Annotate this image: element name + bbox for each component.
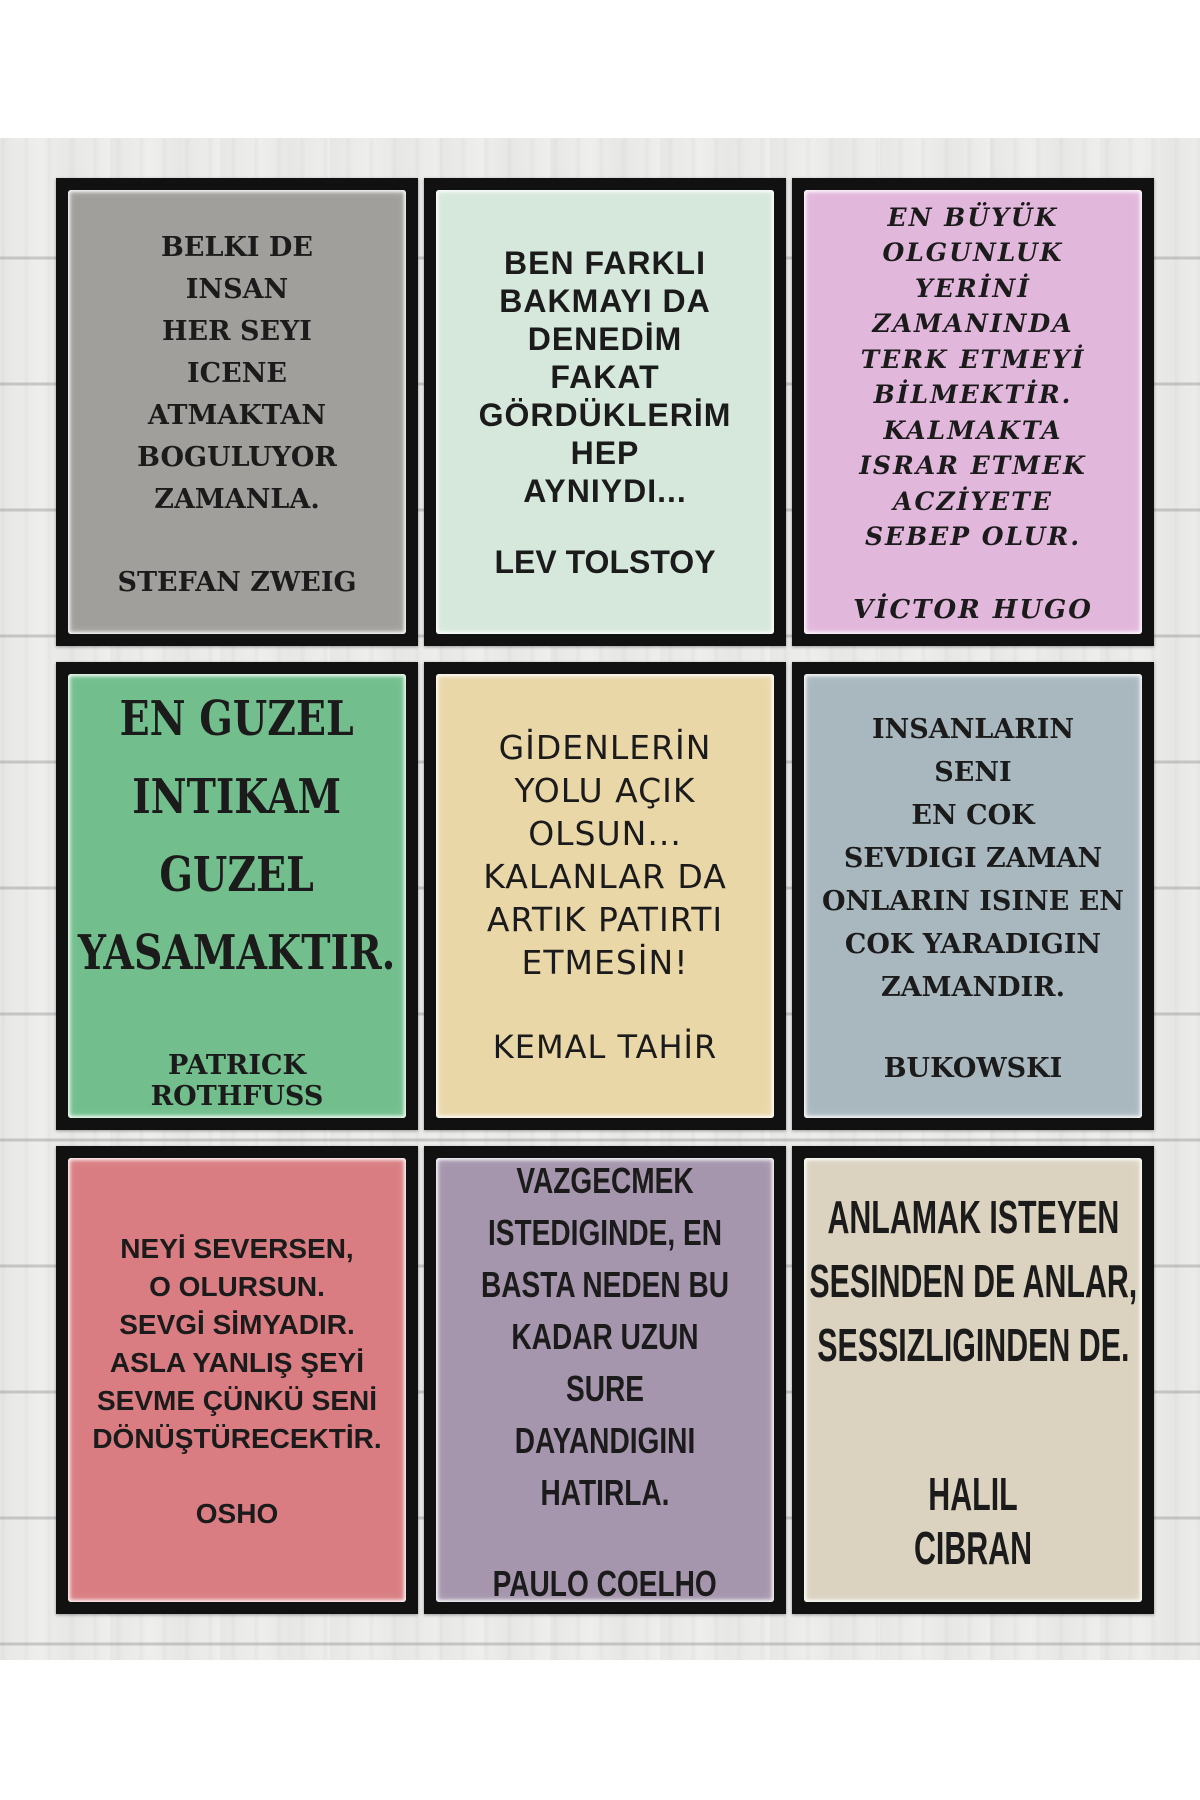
card-panel (68, 190, 406, 634)
quote-author: LEV TOLSTOY (494, 543, 716, 580)
quote-card-lev-tolstoy (424, 178, 786, 646)
quote-author: STEFAN ZWEIG (117, 566, 357, 598)
quote-text: EN GUZEL INTIKAM GUZEL YASAMAKTIR. (78, 691, 396, 981)
quote-text: ANLAMAK ISTEYEN SESINDEN DE ANLAR, SESSIZLIGINDEN DE. (809, 1191, 1137, 1371)
quote-author: PATRICK ROTHFUSS (150, 1050, 324, 1112)
quote-author: OSHO (195, 1498, 279, 1529)
card-panel (68, 1158, 406, 1602)
card-panel (436, 1158, 774, 1602)
quote-card-kemal-tahir (424, 662, 786, 1130)
card-panel (436, 674, 774, 1118)
quote-text: BEN FARKLI BAKMAYI DA DENEDİM FAKAT GÖRDÜKLERİM HEP AYNIYDI... (478, 244, 732, 509)
quote-text: BELKI DE INSAN HER SEYI ICENE ATMAKTAN BOGULUYOR ZAMANLA. (137, 231, 337, 515)
quote-author: VİCTOR HUGO (853, 594, 1093, 625)
quote-card-osho (56, 1146, 418, 1614)
quote-card-paulo-coelho (424, 1146, 786, 1614)
card-panel (436, 190, 774, 634)
quote-author: BUKOWSKI (883, 1053, 1063, 1084)
card-panel (804, 190, 1142, 634)
quote-card-stefan-zweig (56, 178, 418, 646)
quote-author: HALIL CIBRAN (913, 1468, 1033, 1574)
quote-text: GİDENLERİN YOLU AÇIK OLSUN... KALANLAR DA ARTIK PATIRTI ETMESİN! (483, 728, 727, 982)
quote-text: EN BÜYÜK OLGUNLUK YERİNİ ZAMANINDA TERK ETMEYİ BİLMEKTİR. KALMAKTA ISRAR ETMEK ACZİYETE SEBEP OLUR. (859, 202, 1087, 551)
card-panel (68, 674, 406, 1118)
quote-card-victor-hugo (792, 178, 1154, 646)
card-panel (804, 674, 1142, 1118)
quote-text: INSANLARIN SENI EN COK SEVDIGI ZAMAN ONLARIN ISINE EN COK YARADIGIN ZAMANDIR. (822, 714, 1124, 1003)
quote-card-bukowski (792, 662, 1154, 1130)
quote-author: KEMAL TAHİR (492, 1028, 718, 1066)
quote-text: NEYİ SEVERSEN, O OLURSUN. SEVGİ SİMYADIR. ASLA YANLIŞ ŞEYİ SEVME ÇÜNKÜ SENİ DÖNÜŞTÜRECEKTİR. (92, 1233, 382, 1454)
quote-card-halil-cibran (792, 1146, 1154, 1614)
quote-text: VAZGECMEK ISTEDIGINDE, EN BASTA NEDEN BU KADAR UZUN SURE DAYANDIGINI HATIRLA. (480, 1160, 730, 1513)
quote-card-patrick-rothfuss (56, 662, 418, 1130)
quote-author: PAULO COELHO (492, 1563, 718, 1604)
card-panel (804, 1158, 1142, 1602)
